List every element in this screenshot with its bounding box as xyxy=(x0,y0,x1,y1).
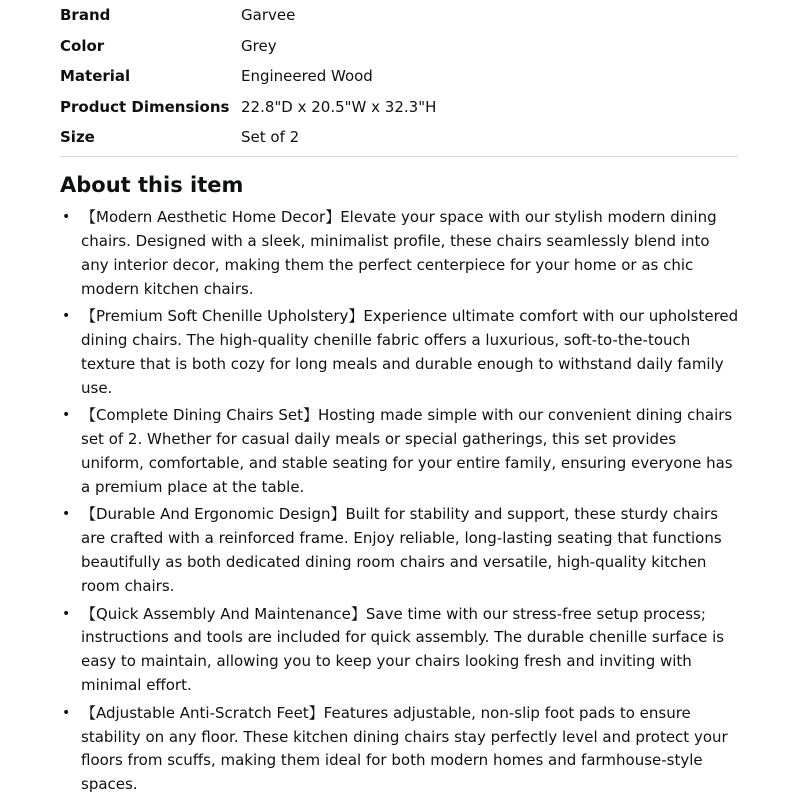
feature-bullet xyxy=(62,603,740,699)
spec-value: Grey xyxy=(241,36,277,55)
feature-bullet xyxy=(62,404,740,500)
spec-label: Color xyxy=(60,36,105,55)
section-divider xyxy=(60,156,738,157)
feature-bullet-list xyxy=(62,206,740,801)
about-this-item-heading: About this item xyxy=(60,173,244,197)
feature-bullet-text: 【Modern Aesthetic Home Decor】Elevate your space with our stylish modern dining chairs. Designed with a sleek, minimalist profile, these chairs seamlessly blend into any interior decor, making them the perfect centerpiece for your home or as chic modern kitchen chairs. xyxy=(81,208,717,298)
feature-bullet-text: 【Quick Assembly And Maintenance】Save time with our stress-free setup process; instructions and tools are included for quick assembly. The durable chenille surface is easy to maintain, allowing you to keep your chairs looking fresh and inviting with minimal effort. xyxy=(81,604,725,695)
feature-bullet-text: 【Complete Dining Chairs Set】Hosting made simple with our convenient dining chairs set of 2. Whether for casual daily meals or special gatherings, this set provides uniform, comfortable, and stable seating for your entire family, ensuring everyone has a premium place at the table. xyxy=(81,406,733,496)
feature-bullet-text: 【Adjustable Anti-Scratch Feet】Features adjustable, non-slip foot pads to ensure stability on any floor. These kitchen dining chairs stay perfectly level and protect your floors from scuffs, making them ideal for both modern homes and farmhouse-style spaces. xyxy=(81,703,728,794)
product-specs-table xyxy=(60,0,740,153)
spec-label: Material xyxy=(60,67,131,86)
spec-row-size xyxy=(60,122,740,153)
spec-label: Size xyxy=(60,128,95,147)
spec-label: Brand xyxy=(60,6,111,25)
spec-row-brand xyxy=(60,0,740,31)
feature-bullet-text: 【Premium Soft Chenille Upholstery】Experience ultimate comfort with our upholstered dining chairs. The high-quality chenille fabric offers a luxurious, soft-to-the-touch texture that is both cozy for long meals and durable enough to withstand daily family use. xyxy=(81,307,739,397)
bullet-icon: • xyxy=(62,308,71,325)
feature-bullet xyxy=(62,305,740,401)
feature-bullet-text: 【Durable And Ergonomic Design】Built for stability and support, these sturdy chairs are crafted with a reinforced frame. Enjoy reliable, long-lasting seating that functions beautifully as both dedicated dining room chairs and versatile, high-quality kitchen room chairs. xyxy=(81,505,722,596)
spec-row-color xyxy=(60,31,740,62)
spec-value: Garvee xyxy=(241,6,296,25)
spec-value: Set of 2 xyxy=(241,128,300,147)
bullet-icon: • xyxy=(62,704,71,721)
spec-label: Product Dimensions xyxy=(60,97,230,116)
feature-bullet xyxy=(62,503,740,599)
bullet-icon: • xyxy=(62,506,71,523)
feature-bullet xyxy=(62,206,740,302)
bullet-icon: • xyxy=(62,407,71,424)
feature-bullet xyxy=(62,702,740,798)
spec-value: Engineered Wood xyxy=(241,67,373,86)
spec-row-product-dimensions xyxy=(60,92,740,123)
spec-value: 22.8"D x 20.5"W x 32.3"H xyxy=(241,97,437,116)
spec-row-material xyxy=(60,61,740,92)
bullet-icon: • xyxy=(62,209,71,225)
bullet-icon: • xyxy=(62,605,71,622)
